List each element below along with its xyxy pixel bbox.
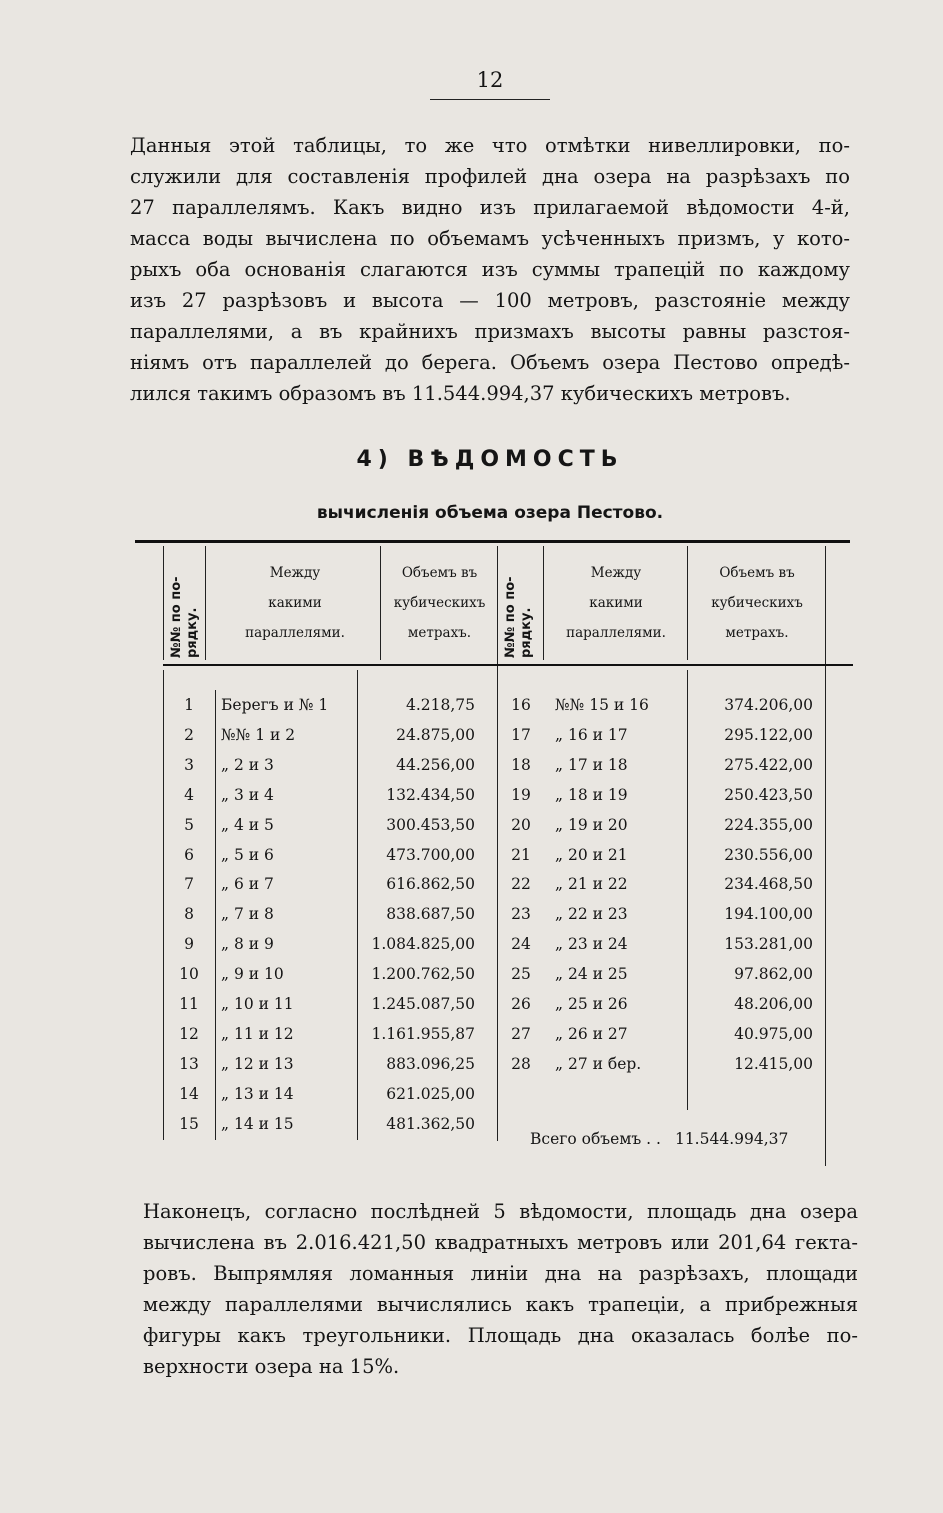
row-volume-right: 374.206,00 — [724, 696, 813, 714]
row-number-left: 6 — [184, 845, 194, 864]
page-number: 12 — [476, 68, 504, 92]
text-line: фигуры какъ треугольники. Площадь дна оказалась болѣе по- — [143, 1324, 858, 1347]
table-top-rule — [135, 540, 850, 543]
row-parallels-right: „ 18 и 19 — [555, 785, 628, 804]
row-volume-right: 153.281,00 — [724, 935, 813, 954]
row-parallels-left: „ 2 и 3 — [221, 755, 274, 774]
row-parallels-left: „ 9 и 10 — [221, 965, 284, 984]
row-number-left: 7 — [184, 875, 194, 894]
row-parallels-right: „ 16 и 17 — [555, 725, 628, 744]
header-no-left: №№ по по- рядку. — [169, 576, 200, 658]
row-volume-right: 194.100,00 — [724, 905, 813, 924]
row-volume-left: 481.362,50 — [386, 1114, 475, 1133]
table-vline — [163, 670, 164, 1140]
text-line: изъ 27 разрѣзовъ и высота — 100 метровъ, разстояніе между — [130, 289, 850, 312]
row-parallels-left: „ 3 и 4 — [221, 785, 274, 804]
row-parallels-left: „ 11 и 12 — [221, 1024, 294, 1043]
row-volume-right: 224.355,00 — [724, 815, 813, 834]
table-vline — [215, 690, 216, 1140]
row-volume-left: 1.245.087,50 — [371, 995, 475, 1013]
table-vline — [497, 546, 498, 1141]
row-number-right: 25 — [511, 965, 531, 984]
header-volume-right: Объемъ въ кубическихъ метрахъ. — [711, 565, 803, 641]
row-parallels-right: „ 20 и 21 — [555, 845, 628, 864]
row-volume-left: 4.218,75 — [405, 696, 475, 714]
row-number-right: 20 — [511, 815, 531, 834]
row-parallels-right: №№ 15 и 16 — [555, 696, 649, 714]
row-volume-right: 295.122,00 — [724, 725, 813, 744]
row-number-left: 3 — [184, 755, 194, 774]
row-parallels-left: „ 8 и 9 — [221, 935, 274, 954]
total-row — [530, 1130, 788, 1148]
row-number-right: 23 — [511, 905, 531, 924]
row-number-right: 21 — [511, 845, 531, 864]
table-vline — [825, 546, 826, 1166]
row-volume-left: 616.862,50 — [386, 875, 475, 894]
table-header-rule — [163, 664, 853, 666]
row-number-left: 15 — [179, 1114, 199, 1133]
closing-paragraph — [143, 1196, 858, 1382]
row-number-left: 2 — [184, 725, 194, 744]
text-line: вычислена въ 2.016.421,50 квадратныхъ метровъ или 201,64 гекта- — [143, 1231, 858, 1254]
row-volume-left: 473.700,00 — [386, 845, 475, 864]
row-number-left: 5 — [184, 815, 194, 834]
text-line: параллелями, а въ крайнихъ призмахъ высоты равны разстоя- — [130, 320, 850, 343]
volume-table — [135, 540, 850, 1175]
page-number-rule — [430, 99, 550, 100]
table-vline — [543, 546, 544, 660]
total-label: Всего объемъ . . — [530, 1130, 661, 1148]
text-line: 27 параллелямъ. Какъ видно изъ прилагаемой вѣдомости 4-й, — [130, 196, 850, 219]
row-volume-left: 132.434,50 — [386, 785, 475, 804]
row-volume-right: 250.423,50 — [724, 785, 813, 804]
text-line: Данныя этой таблицы, то же что отмѣтки нивеллировки, по- — [130, 134, 850, 157]
row-volume-left: 838.687,50 — [386, 905, 475, 924]
row-number-left: 11 — [179, 995, 199, 1013]
row-volume-left: 300.453,50 — [386, 815, 475, 834]
intro-paragraph — [130, 130, 850, 409]
row-parallels-left: Берегъ и № 1 — [221, 696, 329, 714]
row-parallels-left: „ 12 и 13 — [221, 1054, 294, 1073]
row-number-right: 17 — [511, 725, 531, 744]
row-volume-right: 48.206,00 — [734, 995, 813, 1013]
row-parallels-right: „ 26 и 27 — [555, 1024, 628, 1043]
row-parallels-right: „ 17 и 18 — [555, 755, 628, 774]
row-number-left: 1 — [184, 696, 194, 714]
table-vline — [380, 546, 381, 660]
header-between-right: Между какими параллелями. — [566, 565, 666, 641]
row-volume-right: 40.975,00 — [734, 1024, 813, 1043]
row-number-right: 18 — [511, 755, 531, 774]
row-parallels-left: „ 10 и 11 — [221, 995, 294, 1013]
row-parallels-right: „ 23 и 24 — [555, 935, 628, 954]
row-volume-left: 24.875,00 — [396, 725, 475, 744]
row-volume-right: 97.862,00 — [734, 965, 813, 984]
row-volume-left: 1.161.955,87 — [371, 1024, 475, 1043]
row-number-left: 9 — [184, 935, 194, 954]
row-parallels-right: „ 19 и 20 — [555, 815, 628, 834]
table-vline — [163, 546, 164, 660]
row-volume-right: 230.556,00 — [724, 845, 813, 864]
row-number-left: 12 — [179, 1024, 199, 1043]
table-vline — [687, 546, 688, 660]
row-volume-left: 44.256,00 — [396, 755, 475, 774]
total-value: 11.544.994,37 — [674, 1130, 789, 1148]
text-line: служили для составленія профилей дна озера на разрѣзахъ по — [130, 165, 850, 188]
text-line: масса воды вычислена по объемамъ усѣченныхъ призмъ, у кото- — [130, 227, 850, 250]
row-volume-left: 1.084.825,00 — [371, 935, 475, 954]
row-parallels-left: „ 13 и 14 — [221, 1084, 294, 1103]
row-parallels-right: „ 21 и 22 — [555, 875, 628, 894]
text-line: ровъ. Выпрямляя ломанныя линіи дна на разрѣзахъ, площади — [143, 1262, 858, 1285]
row-number-right: 16 — [511, 696, 531, 714]
row-parallels-left: „ 5 и 6 — [221, 845, 274, 864]
row-number-right: 26 — [511, 995, 531, 1013]
row-number-right: 24 — [511, 935, 531, 954]
row-parallels-left: „ 6 и 7 — [221, 875, 274, 894]
statement-title: 4) ВѢДОМОСТЬ — [356, 447, 624, 472]
statement-subtitle: вычисленія объема озера Пестово. — [316, 503, 664, 523]
row-number-right: 27 — [511, 1024, 531, 1043]
row-volume-right: 12.415,00 — [734, 1054, 813, 1073]
row-parallels-right: „ 25 и 26 — [555, 995, 628, 1013]
row-volume-left: 621.025,00 — [386, 1084, 475, 1103]
text-line: ніямъ отъ параллелей до берега. Объемъ озера Пестово опредѣ- — [130, 351, 850, 374]
header-no-right: №№ по по- рядку. — [503, 576, 534, 658]
text-line: между параллелями вычислялись какъ трапеціи, а прибрежныя — [143, 1293, 858, 1316]
row-number-left: 4 — [184, 785, 194, 804]
row-volume-left: 883.096,25 — [386, 1054, 475, 1073]
row-parallels-right: „ 27 и бер. — [555, 1054, 642, 1073]
row-volume-right: 234.468,50 — [724, 875, 813, 894]
text-line: верхности озера на 15%. — [143, 1355, 400, 1378]
header-between-left: Между какими параллелями. — [245, 565, 345, 641]
table-vline — [205, 546, 206, 660]
text-line: лился такимъ образомъ въ 11.544.994,37 кубическихъ метровъ. — [130, 382, 791, 405]
row-parallels-right: „ 24 и 25 — [555, 965, 628, 984]
row-number-right: 28 — [511, 1054, 531, 1073]
text-line: рыхъ оба основанія слагаются изъ суммы трапецій по каждому — [130, 258, 850, 281]
row-parallels-left: „ 7 и 8 — [221, 905, 274, 924]
row-number-right: 22 — [511, 875, 531, 894]
row-volume-left: 1.200.762,50 — [371, 965, 475, 984]
row-volume-right: 275.422,00 — [724, 755, 813, 774]
row-parallels-left: „ 14 и 15 — [221, 1114, 294, 1133]
row-number-left: 8 — [184, 905, 194, 924]
row-number-left: 10 — [179, 965, 199, 984]
row-parallels-left: „ 4 и 5 — [221, 815, 274, 834]
row-parallels-left: №№ 1 и 2 — [221, 725, 296, 744]
text-line: Наконецъ, согласно послѣдней 5 вѣдомости, площадь дна озера — [143, 1200, 858, 1223]
header-volume-left: Объемъ въ кубическихъ метрахъ. — [393, 565, 486, 641]
row-number-left: 14 — [179, 1084, 199, 1103]
row-number-right: 19 — [511, 785, 531, 804]
row-number-left: 13 — [179, 1054, 199, 1073]
row-parallels-right: „ 22 и 23 — [555, 905, 628, 924]
